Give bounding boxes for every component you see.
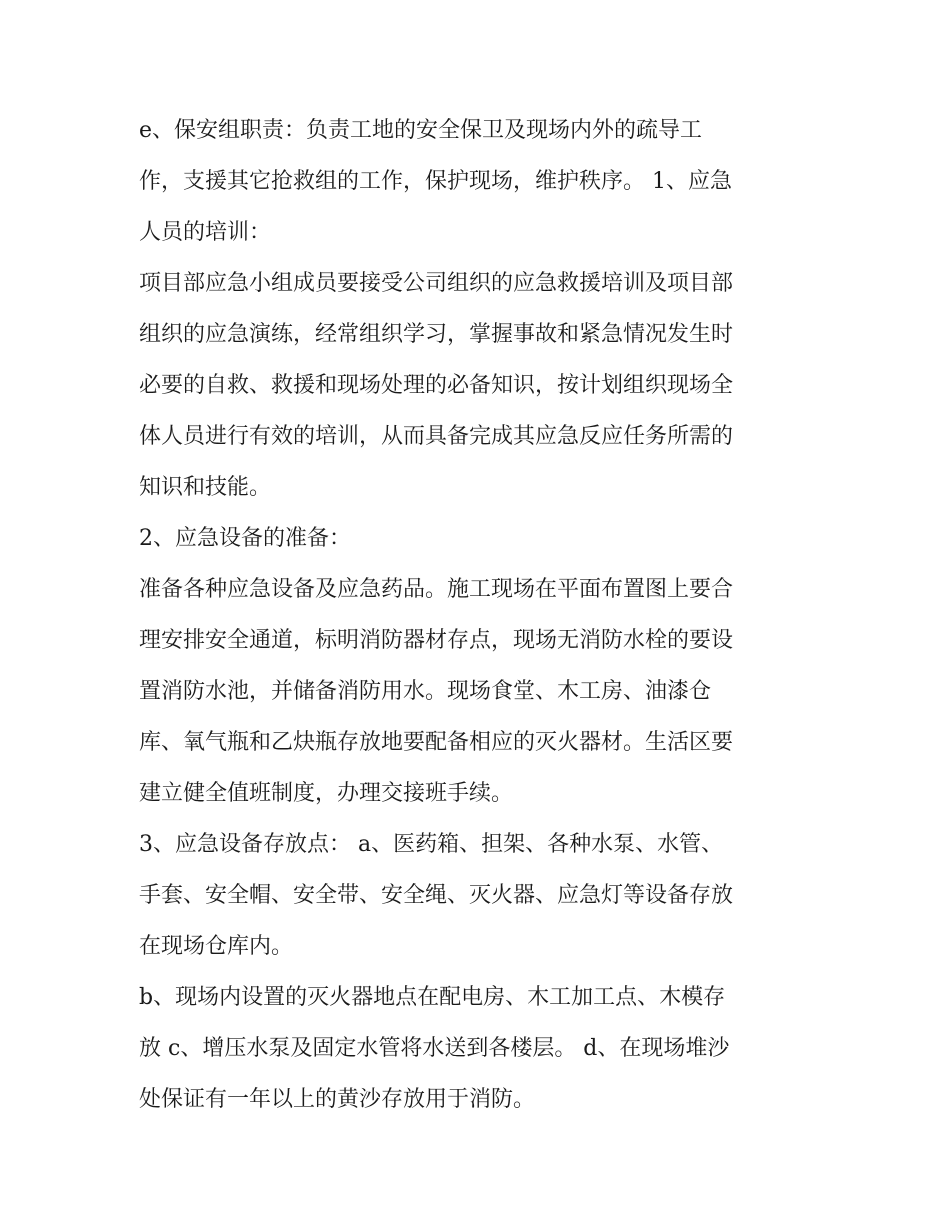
text-line: b、现场内设置的灭火器地点在配电房、木工加工点、木模存: [139, 985, 726, 1010]
text-line: 知识和技能。: [139, 475, 272, 500]
text-line: 手套、安全帽、安全带、安全绳、灭火器、应急灯等设备存放: [139, 883, 734, 908]
text-line: 准备各种应急设备及应急药品。施工现场在平面布置图上要合: [139, 577, 734, 602]
text-line: 置消防水池，并储备消防用水。现场食堂、木工房、油漆仓: [139, 679, 712, 704]
text-line: 3、应急设备存放点： a、医药箱、担架、各种水泵、水管、: [139, 832, 724, 857]
text-line: 体人员进行有效的培训，从而具备完成其应急反应任务所需的: [139, 424, 734, 449]
text-line: 在现场仓库内。: [139, 934, 294, 959]
text-line: 建立健全值班制度，办理交接班手续。: [139, 781, 514, 806]
text-line: e、保安组职责：负责工地的安全保卫及现场内外的疏导工: [139, 118, 703, 143]
text-line: 作，支援其它抢救组的工作，保护现场，维护秩序。 1、应急: [139, 169, 732, 194]
text-line: 2、应急设备的准备：: [139, 526, 351, 551]
text-line: 必要的自救、救援和现场处理的必备知识，按计划组织现场全: [139, 373, 734, 398]
text-line: 库、氧气瓶和乙炔瓶存放地要配备相应的灭火器材。生活区要: [139, 730, 734, 755]
text-line: 项目部应急小组成员要接受公司组织的应急救援培训及项目部: [139, 271, 734, 296]
text-line: 理安排安全通道，标明消防器材存点，现场无消防水栓的要设: [139, 628, 734, 653]
text-line: 处保证有一年以上的黄沙存放用于消防。: [139, 1087, 536, 1112]
document-body: [139, 105, 819, 1125]
text-line: 人员的培训：: [139, 220, 272, 245]
text-line: 放 c、增压水泵及固定水管将水送到各楼层。 d、在现场堆沙: [139, 1036, 730, 1061]
text-line: 组织的应急演练，经常组织学习，掌握事故和紧急情况发生时: [139, 322, 734, 347]
